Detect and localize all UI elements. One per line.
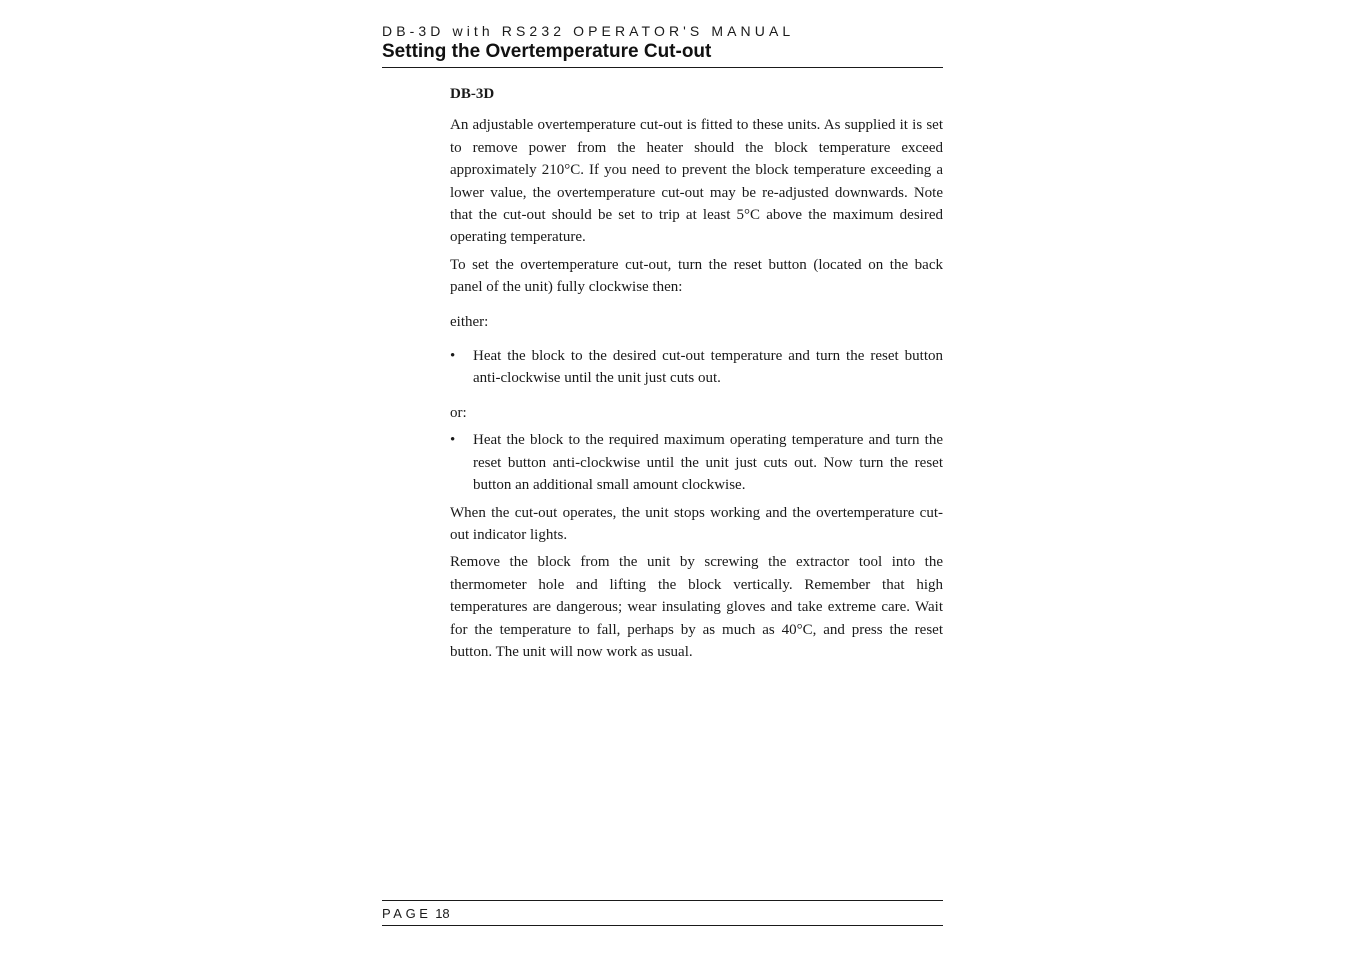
- subheading: DB-3D: [450, 86, 495, 102]
- paragraph-setup: To set the overtemperature cut-out, turn the reset button (located on the back panel of the unit) fully clockwise then:: [450, 256, 943, 296]
- list-item: [450, 429, 943, 496]
- paragraph-reset: Remove the block from the unit by screwing the extractor tool into the thermometer hole and lifting the block vertically. Remember that high temperatures are dangerous; wear insulating gloves and take extreme care. Wait for the temperature to fall, perhaps by as much as 40°C, and press the reset button. The unit will now work as usual.: [450, 554, 943, 660]
- page-number-label: [382, 906, 450, 921]
- either-label: either:: [450, 313, 489, 330]
- paragraph-cutout-operates: When the cut-out operates, the unit stops working and the overtemperature cut-out indicator lights.: [450, 504, 943, 543]
- footer-rule-top: [382, 900, 943, 901]
- running-header: DB-3D with RS232 OPERATOR'S MANUAL: [382, 23, 795, 39]
- or-label: or:: [450, 404, 467, 421]
- page-word: PAGE: [382, 906, 432, 921]
- body-content: [450, 83, 943, 663]
- list-item: [450, 345, 943, 390]
- footer-rule-bottom: [382, 925, 943, 926]
- header-rule: [382, 67, 943, 68]
- page-number: 18: [435, 906, 450, 921]
- section-title: Setting the Overtemperature Cut-out: [382, 41, 712, 62]
- bullet-text-1: Heat the block to the desired cut-out temperature and turn the reset button anti-clockwise until the unit just cuts out.: [473, 348, 943, 387]
- bullet-text-2: Heat the block to the required maximum operating temperature and turn the reset button anti-clockwise until the unit just cuts out. Now turn the reset button an additional small amount clockwise.: [473, 432, 943, 494]
- paragraph-intro: An adjustable overtemperature cut-out is fitted to these units. As supplied it is set to remove power from the heater should the block temperature exceed approximately 210°C. If you need to prevent the block temperature exceeding a lower value, the overtemperature cut-out may be re-adjusted downwards. Note that the cut-out should be set to trip at least 5°C above the maximum desired operating temperature.: [450, 117, 943, 246]
- bullet-marker: •: [450, 432, 456, 449]
- bullet-marker: •: [450, 348, 456, 365]
